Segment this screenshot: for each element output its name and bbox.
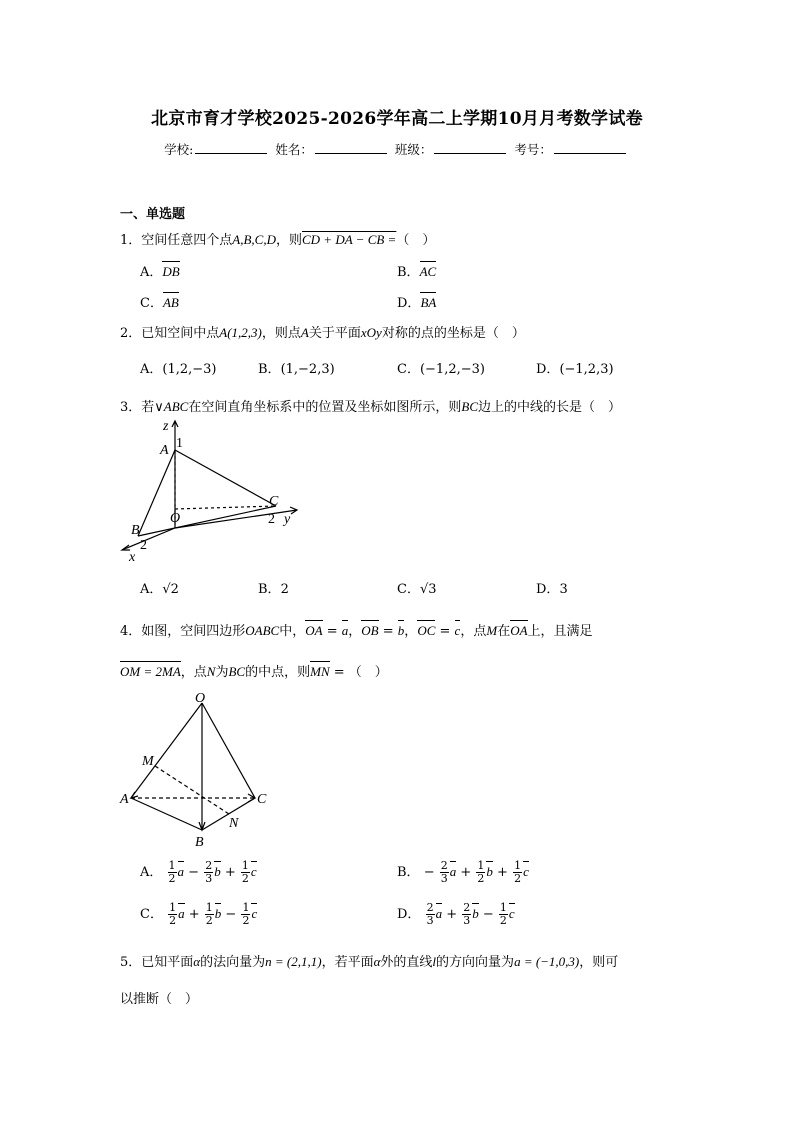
q2-opt-a-letter: A． [140, 362, 163, 377]
exam-no-label: 考号： [514, 142, 552, 157]
q5-line-l: l [432, 954, 437, 969]
q3-triangle: ∨ABC [154, 399, 189, 414]
q4-text-g: 为 [215, 665, 229, 680]
frac: $\frac{2}{3}$ [440, 859, 448, 885]
label-y: y [284, 512, 291, 527]
page-title: 北京市育才学校2025-2026学年高二上学期10月月考数学试卷 [151, 109, 643, 129]
edge-BC [138, 506, 276, 536]
frac: $\frac{1}{2}$ [242, 901, 250, 927]
q3-option-d[interactable] [536, 578, 568, 597]
q4-text-c: ，点 [460, 624, 487, 639]
q1-opt-a-value: DB [162, 264, 180, 279]
q3-text-b: 在空间直角坐标系中的位置及坐标如图所示，则 [188, 400, 462, 415]
q1-opt-c-letter: C． [140, 296, 163, 311]
q4-text-a: 4．如图，空间四边形 [120, 624, 246, 639]
arrow-A-icon [131, 792, 138, 798]
q4-stem-line2 [120, 661, 388, 680]
frac: $\frac{1}{2}$ [241, 859, 249, 885]
q4-vec-OA-2: OA [510, 623, 528, 638]
x-axis [122, 528, 175, 550]
class-blank [434, 142, 506, 154]
q1-opt-d-letter: D． [397, 296, 421, 311]
q3-opt-b-value: 2 [280, 582, 289, 597]
q3-option-b[interactable] [258, 578, 289, 597]
label-x: x [129, 550, 136, 563]
name-blank [315, 142, 387, 154]
q1-option-c[interactable] [140, 292, 179, 311]
q4-vec-c: c [454, 623, 461, 638]
q2-plane: xOy [360, 325, 382, 340]
q4-vec-b: b [397, 623, 405, 638]
label-B: B [195, 835, 204, 850]
frac: $\frac{2}{3}$ [463, 901, 471, 927]
q4-opt-d-letter: D． [397, 907, 421, 922]
q3-opt-c-letter: C． [397, 582, 420, 597]
label-1: 1 [176, 436, 183, 451]
q3-text-c: 边上的中线的长是（ ） [478, 400, 622, 415]
q5-text-f: ，则可 [579, 955, 619, 970]
q2-opt-d-value: (−1,2,3) [559, 362, 614, 377]
q3-opt-a-value: √2 [162, 582, 179, 597]
student-info-line [0, 140, 794, 158]
q5-text-b: 的法向量为 [200, 955, 266, 970]
q5-text-d: 外的直线 [380, 955, 433, 970]
q4-text-h: 的中点，则 [245, 665, 311, 680]
q4-point-M: M [486, 623, 498, 638]
q1-stem [120, 229, 435, 248]
q2-point: A(1,2,3) [219, 325, 262, 340]
y-axis [175, 510, 297, 528]
frac: $\frac{1}{2}$ [499, 901, 507, 927]
edge-OC [202, 703, 255, 798]
q4-point-N: N [206, 664, 216, 679]
frac: $\frac{2}{3}$ [205, 859, 213, 885]
q3-opt-d-letter: D． [536, 582, 560, 597]
dashed-guide [175, 506, 276, 509]
q1-opt-a-letter: A． [140, 265, 163, 280]
q3-text-a: 3．若 [120, 400, 155, 415]
q4-stem-line1: 4．如图，空间四边形OABC中，OA = a，OB = b，OC = c，点M在OA上，且满足 [120, 623, 593, 639]
q4-condition: OM = 2MA [120, 664, 181, 679]
name-label: 姓名： [275, 142, 313, 157]
q3-option-a[interactable] [140, 578, 179, 597]
q3-option-c[interactable] [397, 578, 437, 597]
q4-text-f: ，点 [180, 665, 207, 680]
q5-text-c: ，若平面 [321, 955, 374, 970]
q4-vec-MN: MN [310, 664, 330, 679]
label-B: B [131, 523, 140, 538]
q2-opt-c-letter: C． [397, 362, 420, 377]
q5-text-a: 5．已知平面 [120, 955, 194, 970]
q3-segment: BC [461, 399, 478, 414]
q3-opt-c-value: √3 [419, 582, 437, 597]
school-blank [195, 142, 267, 154]
q4-option-a[interactable]: A． $\frac{1}{2}$ a − $\frac{2}{3}$ b + $\frac{1}{2}$ c [140, 859, 257, 885]
label-C: C [269, 494, 279, 509]
q1-text-b: ，则 [275, 233, 302, 248]
q1-opt-b-value: AC [419, 264, 437, 279]
label-A: A [120, 792, 129, 807]
q5-stem-line2: 以推断（ ） [120, 992, 199, 1007]
label-C: C [257, 792, 267, 807]
frac: $\frac{2}{3}$ [426, 901, 434, 927]
q2-option-d[interactable] [536, 358, 614, 377]
q1-expression: CD + DA − CB = [302, 232, 397, 247]
q2-option-a[interactable] [140, 358, 217, 377]
q3-opt-b-letter: B． [258, 582, 281, 597]
q1-opt-d-value: BA [420, 295, 437, 310]
label-M: M [142, 754, 154, 769]
edge-OA [131, 703, 202, 798]
q1-text-c: （ ） [396, 233, 436, 248]
q4-segment-BC: BC [228, 664, 246, 679]
class-label: 班级： [394, 142, 433, 157]
q1-opt-c-value: AB [162, 295, 179, 310]
q2-point-name: A [300, 325, 309, 340]
frac: $\frac{1}{2}$ [514, 859, 522, 885]
q4-option-d[interactable]: D． $\frac{2}{3}$ a + $\frac{2}{3}$ b − $\frac{1}{2}$ c [397, 901, 515, 927]
q3-opt-d-value: 3 [559, 582, 568, 597]
q4-option-c[interactable]: C． $\frac{1}{2}$ a + $\frac{1}{2}$ b − $\frac{1}{2}$ c [140, 901, 258, 927]
q4-quad: OABC [245, 623, 280, 638]
q4-text-i: = （ ） [333, 665, 388, 680]
q2-option-b[interactable] [258, 358, 335, 377]
q2-stem [120, 322, 525, 341]
q4-figure [115, 690, 275, 850]
q3-figure [110, 418, 310, 563]
q2-text-a: 2．已知空间中点 [120, 326, 220, 341]
q4-vec-a: a [341, 623, 349, 638]
q4-vec-OC: OC [417, 623, 436, 638]
label-2-x: 2 [140, 538, 147, 553]
q4-text-d: 在 [497, 624, 511, 639]
exam-no-blank [554, 142, 626, 154]
q2-opt-b-value: (1,−2,3) [280, 362, 335, 377]
q2-opt-d-letter: D． [536, 362, 560, 377]
q2-opt-b-letter: B． [258, 362, 281, 377]
q5-direction-vector: a = (−1,0,3) [514, 954, 580, 969]
q4-option-b[interactable]: B． − $\frac{2}{3}$ a + $\frac{1}{2}$ b + $\frac{1}{2}$ c [397, 859, 529, 885]
label-2-y: 2 [268, 512, 275, 527]
label-O: O [195, 691, 206, 706]
q2-option-c[interactable] [397, 358, 485, 377]
q1-option-d[interactable] [397, 292, 436, 311]
section-heading: 一、单选题 [120, 207, 186, 222]
label-A: A [160, 443, 169, 458]
q1-text-a: 1．空间任意四个点 [120, 233, 233, 248]
q3-stem [120, 396, 621, 415]
q1-opt-b-letter: B． [397, 265, 420, 280]
q1-option-a[interactable] [140, 261, 180, 280]
q5-normal-vector: n = (2,1,1) [265, 954, 322, 969]
frac: $\frac{1}{2}$ [168, 859, 176, 885]
q4-text-b: 中， [279, 624, 306, 639]
segment-MN-dashed [155, 766, 229, 814]
q5-text-e: 的方向向量为 [436, 955, 515, 970]
frac: $\frac{1}{2}$ [477, 859, 485, 885]
q4-text-e: 上，且满足 [527, 624, 593, 639]
edge-AB [131, 798, 202, 830]
q4-vec-OB: OB [361, 623, 379, 638]
label-N: N [229, 816, 239, 831]
q5-stem-line1 [120, 951, 618, 970]
q1-points: A,B,C,D [232, 232, 276, 247]
edge-AC [175, 450, 276, 506]
q5-alpha: α [193, 954, 201, 969]
frac: $\frac{1}{2}$ [169, 901, 177, 927]
q4-opt-b-letter: B． [397, 865, 420, 880]
q4-vec-OA: OA [305, 623, 323, 638]
label-z: z [163, 419, 169, 434]
q2-text-d: 对称的点的坐标是（ ） [381, 326, 525, 341]
q5-alpha-2: α [373, 954, 381, 969]
q4-opt-a-letter: A． [140, 865, 163, 880]
q2-text-c: 关于平面 [308, 326, 361, 341]
q4-opt-c-letter: C． [140, 907, 163, 922]
q2-text-b: ，则点 [261, 326, 301, 341]
label-O: O [170, 511, 181, 526]
school-label: 学校: [164, 142, 194, 157]
q2-opt-a-value: (1,2,−3) [162, 362, 217, 377]
q2-opt-c-value: (−1,2,−3) [419, 362, 485, 377]
q1-option-b[interactable] [397, 261, 436, 280]
q3-opt-a-letter: A． [140, 582, 163, 597]
frac: $\frac{1}{2}$ [205, 901, 213, 927]
